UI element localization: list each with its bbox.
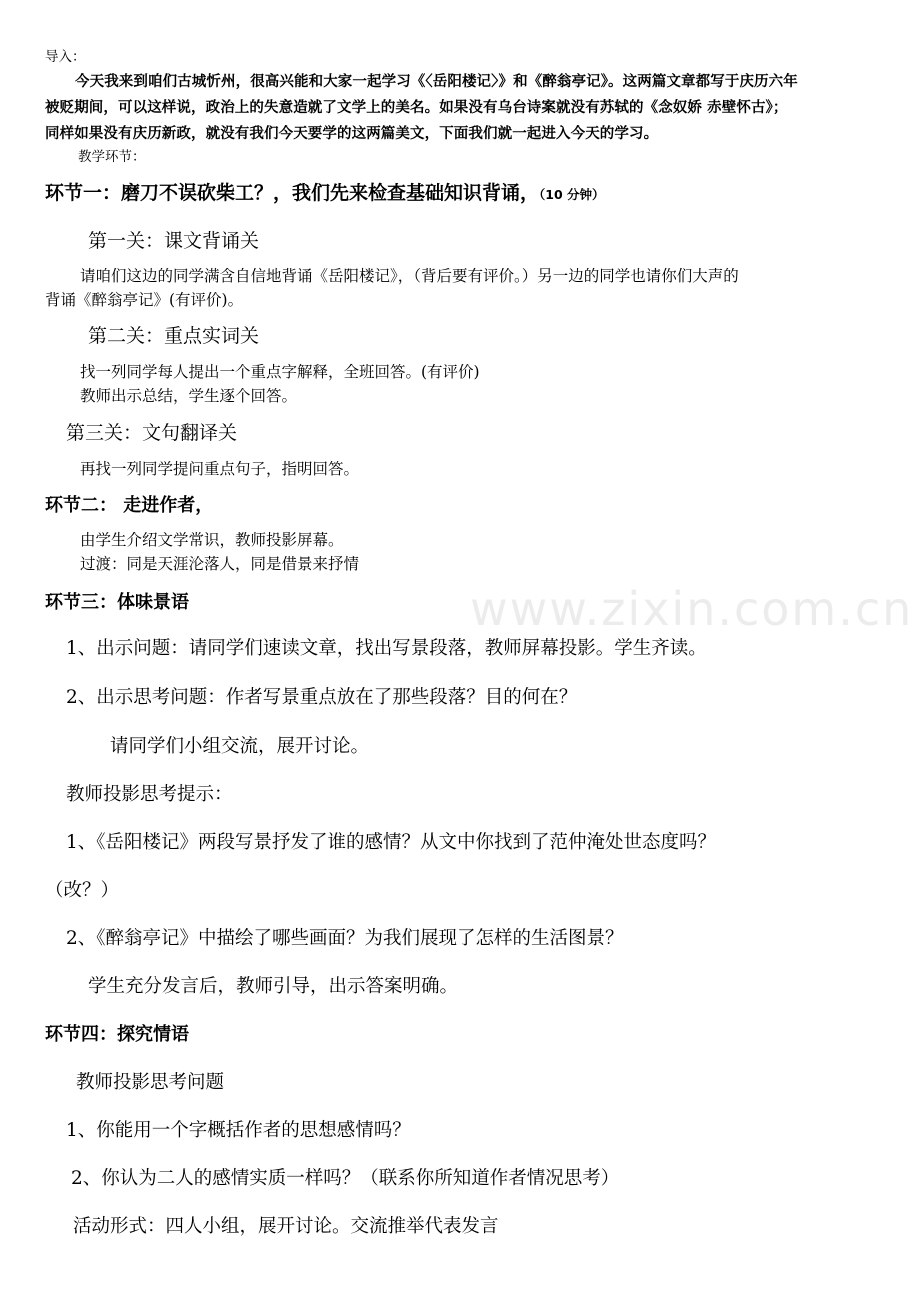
intro-line-2: 被贬期间，可以这样说，政治上的失意造就了文学上的美名。如果没有乌台诗案就没有苏轼的《念奴娇 赤壁怀古》；: [45, 99, 788, 116]
section4-label: 教师投影思考问题: [76, 1072, 225, 1093]
pass1-line-2: 背诵《醉翁亭记》(有评价)。: [45, 291, 244, 309]
intro-line-3: 同样如果没有庆历新政，就没有我们今天要学的这两篇美文，下面我们就一起进入今天的学习。: [45, 125, 659, 142]
section3-hint-2: 2、《醉翁亭记》中描绘了哪些画面？为我们展现了怎样的生活图景？: [66, 928, 624, 949]
section1-heading: [45, 178, 605, 205]
section3-title: 环节三：体味景语: [45, 592, 189, 613]
section3-question-2: 2、出示思考问题：作者写景重点放在了那些段落？目的何在？: [66, 687, 578, 708]
pass2-line-2: 教师出示总结，学生逐个回答。: [80, 387, 298, 405]
pass2-line-1: 找一列同学每人提出一个重点字解释，全班回答。(有评价): [80, 363, 480, 381]
intro-label: 导入：: [45, 49, 86, 65]
pass1-line-1: 请咱们这边的同学满含自信地背诵《岳阳楼记》，（背后要有评价。）另一边的同学也请你们大声的: [80, 267, 739, 285]
section3-question-1: 1、出示问题：请同学们速读文章，找出写景段落，教师屏幕投影。学生齐读。: [66, 638, 707, 659]
watermark: www.zixin.com.cn: [470, 582, 914, 636]
intro-line-1: 今天我来到咱们古城忻州，很高兴能和大家一起学习《〈岳阳楼记〉》和《醉翁亭记》。这两篇文章都写于庆历六年: [75, 73, 798, 90]
pass2-title: 第二关：重点实词关: [88, 325, 260, 347]
pass1-title: 第一关：课文背诵关: [88, 230, 260, 252]
section3-hint-label: 教师投影思考提示：: [66, 784, 233, 805]
section2-line-2: 过渡：同是天涯沦落人，同是借景来抒情: [80, 555, 360, 573]
teaching-label: 教学环节：: [78, 149, 146, 165]
pass3-title: 第三关：文句翻译关: [66, 422, 238, 444]
section3-hint-1: 1、《岳阳楼记》两段写景抒发了谁的感情？从文中你找到了范仲淹处世态度吗？: [66, 832, 717, 853]
section3-discuss: 请同学们小组交流，展开讨论。: [110, 736, 370, 757]
section2-title: 环节二： 走进作者，: [45, 495, 214, 516]
section1-note: （10 分钟）: [539, 187, 605, 202]
section3-conclusion: 学生充分发言后，教师引导，出示答案明确。: [88, 976, 459, 997]
section4-activity: 活动形式：四人小组，展开讨论。交流推举代表发言: [73, 1216, 499, 1237]
pass3-line-1: 再找一列同学提问重点句子，指明回答。: [80, 460, 360, 478]
section1-title: 环节一：磨刀不误砍柴工？，我们先来检查基础知识背诵，: [45, 182, 540, 204]
section3-hint-1-cont: （改？）: [45, 880, 120, 901]
section4-question-1: 1、你能用一个字概括作者的思想感情吗？: [66, 1120, 411, 1141]
section4-question-2: 2、你认为二人的感情实质一样吗？（联系你所知道作者情况思考）: [71, 1168, 620, 1189]
section2-line-1: 由学生介绍文学常识，教师投影屏幕。: [80, 531, 344, 549]
section4-title: 环节四：探究情语: [45, 1024, 189, 1045]
